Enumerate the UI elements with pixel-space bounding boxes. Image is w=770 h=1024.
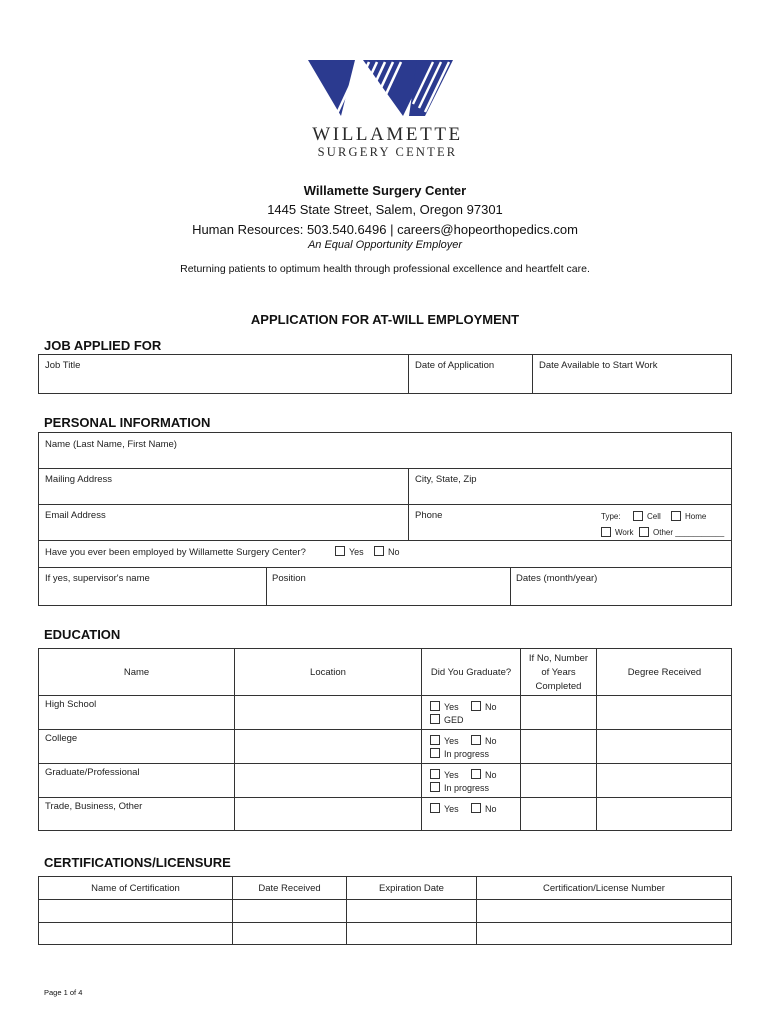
employed-yes-label: Yes [349,547,364,557]
company-logo [305,58,470,162]
trade-yes-checkbox[interactable] [430,803,440,813]
edu-col-years-3: Completed [535,681,582,692]
supervisor-field[interactable]: If yes, supervisor's name [45,573,150,584]
email-field[interactable]: Email Address [45,510,106,521]
cert-col-expiration: Expiration Date [379,883,444,894]
phone-field[interactable]: Phone [415,510,443,521]
job-table [38,354,732,394]
logo-w-mark [305,58,470,120]
edu-col-years-2: of Years [541,667,576,678]
date-available-field[interactable]: Date Available to Start Work [539,360,658,371]
grad-yes-checkbox[interactable] [430,769,440,779]
phone-home-label: Home [685,512,707,521]
edu-col-degree: Degree Received [627,667,702,678]
cert-col-name: Name of Certification [91,883,180,894]
section-heading-job: JOB APPLIED FOR [44,338,162,353]
edu-col-location: Location [310,667,346,678]
hs-ged-checkbox[interactable] [430,714,440,724]
position-field[interactable]: Position [272,573,306,584]
phone-other-checkbox[interactable] [639,527,649,537]
personal-table [38,432,732,606]
college-no-label: No [485,736,497,746]
grad-no-label: No [485,770,497,780]
grad-no-checkbox[interactable] [471,769,481,779]
mailing-address-field[interactable]: Mailing Address [45,474,113,485]
section-heading-personal: PERSONAL INFORMATION [44,415,211,430]
phone-home-checkbox[interactable] [671,511,681,521]
city-state-zip-field[interactable]: City, State, Zip [415,474,477,485]
grad-in-progress-label: In progress [444,783,490,793]
date-of-application-field[interactable]: Date of Application [415,360,495,371]
employed-no-checkbox[interactable] [374,546,384,556]
org-address: 1445 State Street, Salem, Oregon 97301 [267,202,503,217]
phone-cell-label: Cell [647,512,661,521]
college-yes-label: Yes [444,736,459,746]
grad-yes-label: Yes [444,770,459,780]
edu-col-years-1: If No, Number [528,653,589,664]
edu-col-name: Name [123,667,150,678]
hr-contact: Human Resources: 503.540.6496 | careers@hopeorthopedics.com [192,222,578,237]
college-in-progress-checkbox[interactable] [430,748,440,758]
logo-name: WILLAMETTE [312,124,463,145]
hs-yes-checkbox[interactable] [430,701,440,711]
form-title: APPLICATION FOR AT-WILL EMPLOYMENT [250,312,520,327]
logo-subtitle: SURGERY CENTER [317,145,458,159]
employed-yes-checkbox[interactable] [335,546,345,556]
section-heading-cert: CERTIFICATIONS/LICENSURE [44,855,231,870]
section-heading-education: EDUCATION [44,627,121,642]
job-title-field[interactable]: Job Title [45,360,81,371]
dates-field[interactable]: Dates (month/year) [516,573,598,584]
tagline: Returning patients to optimum health through professional excellence and heartfelt care. [180,263,590,275]
edu-col-graduate: Did You Graduate? [430,667,512,678]
edu-row-graduate: Graduate/Professional [45,767,140,778]
equal-opportunity: An Equal Opportunity Employer [307,239,463,251]
edu-row-college: College [45,733,78,744]
phone-work-checkbox[interactable] [601,527,611,537]
cert-table [38,876,732,945]
cert-col-received: Date Received [258,883,321,894]
phone-work-label: Work [615,528,634,537]
college-in-progress-label: In progress [444,749,490,759]
phone-cell-checkbox[interactable] [633,511,643,521]
college-yes-checkbox[interactable] [430,735,440,745]
hs-no-label: No [485,702,497,712]
college-no-checkbox[interactable] [471,735,481,745]
employed-question: Have you ever been employed by Willamette Surgery Center? [45,547,306,558]
hs-yes-label: Yes [444,702,459,712]
name-field[interactable]: Name (Last Name, First Name) [45,439,177,450]
grad-in-progress-checkbox[interactable] [430,782,440,792]
trade-yes-label: Yes [444,804,459,814]
edu-row-high-school: High School [45,699,97,710]
phone-type-label: Type: [601,512,621,521]
page-number: Page 1 of 4 [44,988,83,997]
phone-other-label: Other ___________ [653,528,725,537]
edu-row-trade: Trade, Business, Other [45,801,143,812]
org-name: Willamette Surgery Center [303,183,467,198]
hs-no-checkbox[interactable] [471,701,481,711]
cert-col-number: Certification/License Number [543,883,665,894]
hs-ged-label: GED [444,715,464,725]
trade-no-label: No [485,804,497,814]
education-table [38,648,732,831]
trade-no-checkbox[interactable] [471,803,481,813]
employed-no-label: No [388,547,400,557]
